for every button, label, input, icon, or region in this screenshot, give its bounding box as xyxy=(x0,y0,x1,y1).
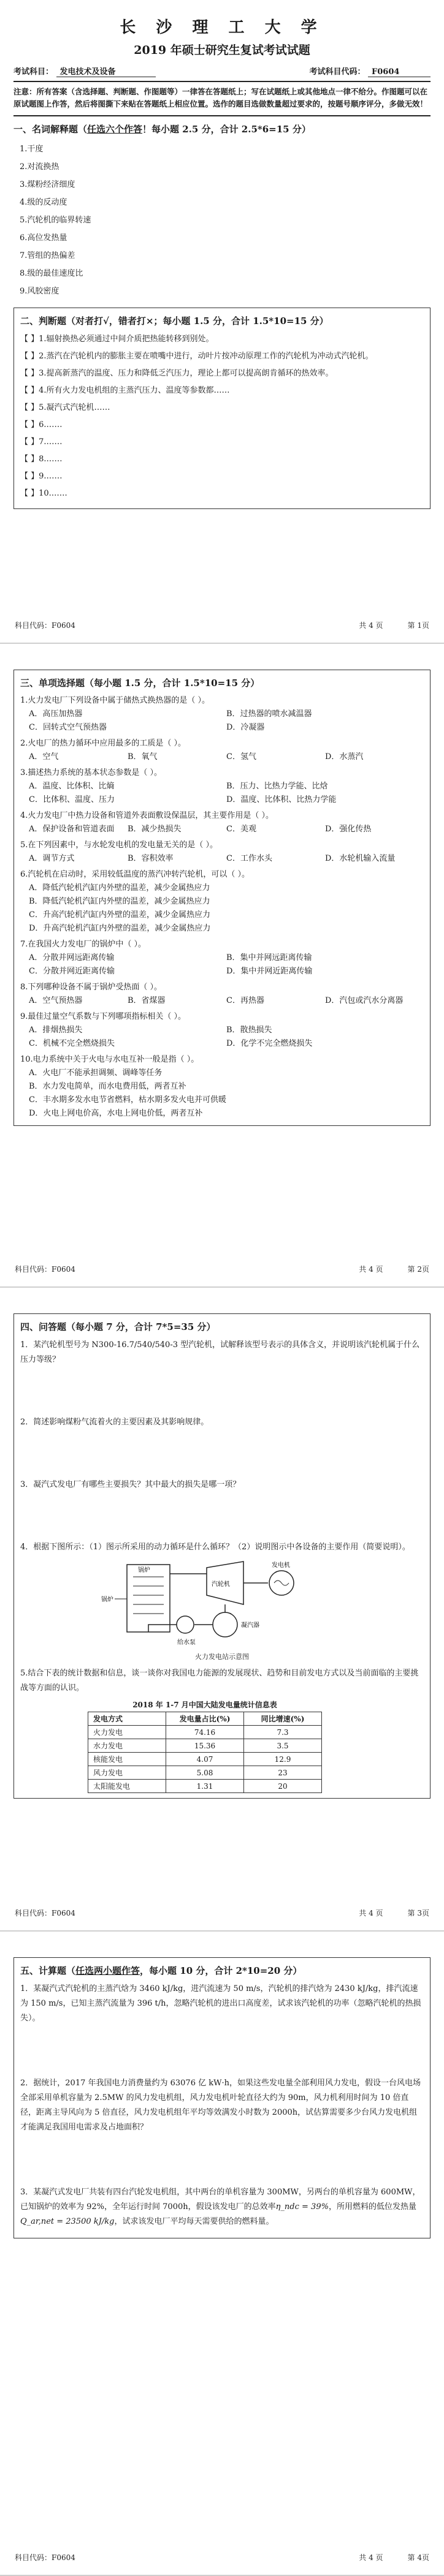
diagram-caption: 火力发电站示意图 xyxy=(195,1653,249,1661)
exam-page-2 xyxy=(0,644,444,1288)
mc-question: 5.在下列因素中，与水轮发电机的发电量无关的是（ ）。 xyxy=(20,840,218,850)
code-label: 考试科目代码： xyxy=(309,67,366,77)
list-item: 【 】2.蒸汽在汽轮机内的膨胀主要在喷嘴中进行，动叶片按冲动原理工作的汽轮机为冲动式汽轮机。 xyxy=(20,352,373,361)
table-row: 风力发电 5.08 23 xyxy=(88,1766,322,1780)
list-item: 【 】9.…… xyxy=(20,472,63,481)
mc-option: C．回转式空气预热器 xyxy=(29,723,107,732)
mc-option: D．温度、比体积、比热力学能 xyxy=(226,795,337,804)
mc-option: D．水蒸汽 xyxy=(325,752,364,761)
exam-meta-row xyxy=(13,65,431,82)
diagram-label-boiler-side: 锅炉 xyxy=(101,1596,113,1603)
table-caption: 2018 年 1-7 月中国大陆发电量统计信息表 xyxy=(132,1701,277,1709)
list-item: 【 】8.…… xyxy=(20,455,63,464)
section-1-title: 一、名词解释题（任选六个作答！每小题 2.5 分，合计 2.5*6=15 分） xyxy=(13,124,311,135)
mc-question: 9.最佳过量空气系数与下列哪项指标相关（ ）。 xyxy=(20,1012,186,1021)
mc-option: A．分散并网远距离传输 xyxy=(29,953,115,962)
list-item: 1.干度 xyxy=(20,145,44,154)
mc-option: C．升高汽轮机汽缸内外壁的温差，减少金属热应力 xyxy=(29,910,210,920)
mc-option: D．集中并网近距离传输 xyxy=(226,967,313,976)
diagram-label-boiler: 锅炉 xyxy=(138,1567,150,1574)
list-item: 【 】3.提高新蒸汽的温度、压力和降低乏汽压力，理论上都可以提高朗肯循环的热效率。 xyxy=(20,369,334,378)
list-item: 4.级的反动度 xyxy=(20,198,67,207)
mc-option: A．排烟热损失 xyxy=(29,1025,83,1035)
list-item: 【 】10.…… xyxy=(20,489,67,498)
university-name: 长 沙 理 工 大 学 xyxy=(120,18,324,37)
mc-option: D．火电上网电价高，水电上网电价低，两者互补 xyxy=(29,1109,203,1118)
section-5-title: 五、计算题（任选两小题作答，每小题 10 分，合计 2*10=20 分） xyxy=(20,1965,302,1976)
formula-efficiency: η_ndc = 39% xyxy=(275,2202,329,2212)
mc-question: 10.电力系统中关于火电与水电互补一般是指（ ）。 xyxy=(20,1055,199,1064)
table-row: 水力发电 15.36 3.5 xyxy=(88,1739,322,1753)
mc-options xyxy=(20,852,424,866)
mc-option: A．空气 xyxy=(29,752,59,761)
mc-option: B．减少热损失 xyxy=(128,825,182,834)
mc-option: C．再热器 xyxy=(226,996,264,1005)
question-4-4: 4．根据下图所示：（1）图示所采用的动力循环是什么循环？（2）说明图示中各设备的主要作用（简要说明）。 xyxy=(20,1543,410,1552)
mc-option: A．调节方式 xyxy=(29,854,75,863)
exam-page-1 xyxy=(0,0,444,644)
section-4-box xyxy=(13,1313,431,1799)
mc-option: D．水轮机输入流量 xyxy=(325,854,396,863)
mc-options xyxy=(20,951,424,978)
mc-option: C．氢气 xyxy=(226,752,256,761)
mc-option: B．降低汽轮机汽缸内外壁的温差，减少金属热应力 xyxy=(29,897,210,906)
table-row: 火力发电 74.16 7.3 xyxy=(88,1726,322,1739)
mc-option: B．氧气 xyxy=(128,752,158,761)
mc-question: 3.描述热力系统的基本状态参数是（ ）。 xyxy=(20,768,163,777)
mc-option: A．火电厂不能承担调频、调峰等任务 xyxy=(29,1068,163,1078)
condenser-shape xyxy=(213,1612,237,1637)
mc-options xyxy=(20,994,424,1008)
mc-option: C．比体积、温度、压力 xyxy=(29,795,115,804)
list-item: 2.对流换热 xyxy=(20,162,59,172)
mc-option: B．压力、比热力学能、比焓 xyxy=(226,782,328,791)
mc-option: A．温度、比体积、比熵 xyxy=(29,782,115,791)
list-item: 7.管组的热偏差 xyxy=(20,251,75,260)
mc-option: B．水力发电简单，而水电费用低，两者互补 xyxy=(29,1082,186,1091)
generation-table xyxy=(88,1699,322,1793)
list-item: 【 】4.所有火力发电机组的主蒸汽压力、温度等参数都…… xyxy=(20,386,230,395)
diagram-label-turbine: 汽轮机 xyxy=(212,1581,230,1588)
boiler-tubes xyxy=(133,1577,164,1614)
mc-option: A．高压加热器 xyxy=(29,709,83,719)
exam-page-4 xyxy=(0,1932,444,2576)
thermal-plant-diagram xyxy=(90,1558,354,1650)
mc-question: 1.火力发电厂下列设备中属于储热式换热器的是（ ）。 xyxy=(20,696,210,705)
list-item: 9.风胶密度 xyxy=(20,287,59,296)
list-item: 5.汽轮机的临界转速 xyxy=(20,216,91,225)
formula-heating-value: Q_ar,net = 23500 kJ/kg xyxy=(20,2217,115,2226)
mc-question: 7.在我国火力发电厂的锅炉中（ ）。 xyxy=(20,940,147,949)
mc-option: C．丰水期多发水电节省燃料，枯水期多发火电并可供暖 xyxy=(29,1095,226,1105)
mc-option: A．降低汽轮机汽缸内外壁的温差，减少金属热应力 xyxy=(29,883,210,893)
subject-name: 发电技术及设备 xyxy=(56,65,156,77)
mc-option: A．空气预热器 xyxy=(29,996,83,1005)
boiler-shape xyxy=(127,1565,170,1632)
page-footer: 科目代码：F0604 共 4 页 第 4页 xyxy=(15,2553,429,2562)
code-value: F0604 xyxy=(368,67,431,77)
mc-option: C．分散并网近距离传输 xyxy=(29,967,115,976)
mc-option: B．容积效率 xyxy=(128,854,174,863)
subject-label: 考试科目： xyxy=(13,67,54,77)
list-item: 【 】7.…… xyxy=(20,437,63,447)
mc-options xyxy=(20,823,424,836)
question-4-2: 2．简述影响煤粉气流着火的主要因素及其影响规律。 xyxy=(20,1418,209,1427)
mc-option: B．集中并网远距离传输 xyxy=(226,953,312,962)
mc-options xyxy=(20,882,424,935)
mc-option: D．化学不完全燃烧损失 xyxy=(226,1039,313,1048)
mc-question-list xyxy=(20,694,424,1120)
section-2-box xyxy=(13,308,431,509)
question-5-3: 3．某凝汽式发电厂共装有四台汽轮发电机组，其中两台的单机容量为 300MW，另两台的单机容量为 600MW，已知锅炉的效率为 92%，全年运行时间 7000h，假设该发电厂的总效率η_ndc = 39%，所用燃料的低位发热量Q_ar,net = 23500 kJ/kg，试求该发电厂平均每天需要供给的燃料量。 xyxy=(20,2188,421,2226)
mc-option: A．保护设备和管道表面 xyxy=(29,825,115,834)
section-3-box xyxy=(13,670,431,1126)
page-footer: 科目代码：F0604 共 4 页 第 2页 xyxy=(15,1265,429,1274)
diagram-label-generator: 发电机 xyxy=(272,1562,290,1569)
term-list xyxy=(20,140,431,300)
diagram-label-pump: 给水泵 xyxy=(177,1639,196,1646)
table-row: 太阳能发电 1.31 20 xyxy=(88,1780,322,1793)
mc-question: 8.下列哪种设备不属于锅炉受热面（ ）。 xyxy=(20,983,163,992)
mc-question: 4.火力发电厂中热力设备和管道外表面敷设保温层，其主要作用是（ ）。 xyxy=(20,811,274,820)
mc-option: D．强化传热 xyxy=(325,825,372,834)
mc-question: 6.汽轮机在启动时，采用较低温度的蒸汽冲转汽轮机，可以（ ）。 xyxy=(20,870,250,879)
list-item: 【 】6.…… xyxy=(20,420,63,429)
mc-option: B．散热损失 xyxy=(226,1025,272,1035)
question-4-1: 1．某汽轮机型号为 N300-16.7/540/540-3 型汽轮机，试解释该型号表示的具体含义，并说明该汽轮机属于什么压力等级？ xyxy=(20,1340,420,1364)
mc-option: D．升高汽轮机汽缸内外壁的温差，减少金属热应力 xyxy=(29,924,211,933)
mc-option: C．美观 xyxy=(226,825,256,834)
mc-option: B．过热器的喷水减温器 xyxy=(226,709,312,719)
list-item: 【 】1.辐射换热必须通过中间介质把热能转移到别处。 xyxy=(20,334,214,344)
table-row: 核能发电 4.07 12.9 xyxy=(88,1753,322,1766)
section-4-title: 四、问答题（每小题 7 分，合计 7*5=35 分） xyxy=(20,1321,216,1332)
mc-options xyxy=(20,780,424,807)
question-5-2: 2．据统计，2017 年我国电力消费量约为 63076 亿 kW·h，如果这些发电量全部利用风力发电，假设一台风电场全部采用单机容量为 2.5MW 的风力发电机组，风力发电机叶轮直径大约为 90m，风力机利用时间为 10 倍直径，距离主导风向为 5 倍直径，风力发电机组年平均等效满发小时数为 2000h，试估算需要多少台风力发电机组才能满足我国用电需求及占地面积？ xyxy=(20,2079,421,2132)
page-footer: 科目代码：F0604 共 4 页 第 1页 xyxy=(15,621,429,630)
mc-option: D．冷凝器 xyxy=(226,723,265,732)
mc-option: D．汽包或汽水分离器 xyxy=(325,996,404,1005)
question-5-1: 1．某凝汽式汽轮机的主蒸汽焓为 3460 kJ/kg，进汽流速为 50 m/s，汽轮机的排汽焓为 2430 kJ/kg，排汽流速为 150 m/s，已知主蒸汽流量为 396 t/h，忽略汽轮机的进出口高度差，试求该汽轮机的功率（忽略汽轮机的热损失）。 xyxy=(20,1984,421,2023)
list-item: 3.煤粉经济细度 xyxy=(20,180,75,189)
page-footer: 科目代码：F0604 共 4 页 第 3页 xyxy=(15,1909,429,1917)
exam-title: 2019 年硕士研究生复试考试试题 xyxy=(134,43,310,57)
mc-question: 2.火电厂的热力循环中应用最多的工质是（ ）。 xyxy=(20,739,186,748)
section-3-title: 三、单项选择题（每小题 1.5 分，合计 1.5*10=15 分） xyxy=(20,678,260,689)
mc-options xyxy=(20,1024,424,1051)
table-header-row: 发电方式 发电量占比(%) 同比增速(%) xyxy=(88,1712,322,1726)
question-4-5: 5.结合下表的统计数据和信息，谈一谈你对我国电力能源的发展现状、趋势和目前发电方式以及当前面临的主要挑战等方面的认识。 xyxy=(20,1669,419,1693)
mc-option: C．机械不完全燃烧损失 xyxy=(29,1039,115,1048)
exam-notice: 注意：所有答案（含选择题、判断题、作图题等）一律答在答题纸上；写在试题纸上或其他地点一律不给分。作图题可以在原试题图上作答，然后将图撕下来贴在答题纸上相应位置。选作的题目选做数量超过要求的，按题号顺序评分，多做无效！ xyxy=(13,82,431,116)
exam-page-3 xyxy=(0,1288,444,1932)
section-5-box xyxy=(13,1957,431,2238)
mc-options xyxy=(20,750,424,764)
list-item: 8.级的最佳速度比 xyxy=(20,269,83,278)
pump-shape xyxy=(177,1616,194,1633)
diagram-label-condenser: 凝汽器 xyxy=(241,1622,259,1629)
mc-options xyxy=(20,708,424,735)
section-2-title: 二、判断题（对者打√，错者打×；每小题 1.5 分，合计 1.5*10=15 分） xyxy=(20,315,329,327)
mc-option: C．工作水头 xyxy=(226,854,272,863)
list-item: 【 】5.凝汽式汽轮机…… xyxy=(20,403,110,412)
list-item: 6.高位发热量 xyxy=(20,233,67,243)
mc-options xyxy=(20,1067,424,1120)
mc-option: B．省煤器 xyxy=(128,996,166,1005)
question-4-3: 3．凝汽式发电厂有哪些主要损失？其中最大的损失是哪一项？ xyxy=(20,1480,241,1489)
